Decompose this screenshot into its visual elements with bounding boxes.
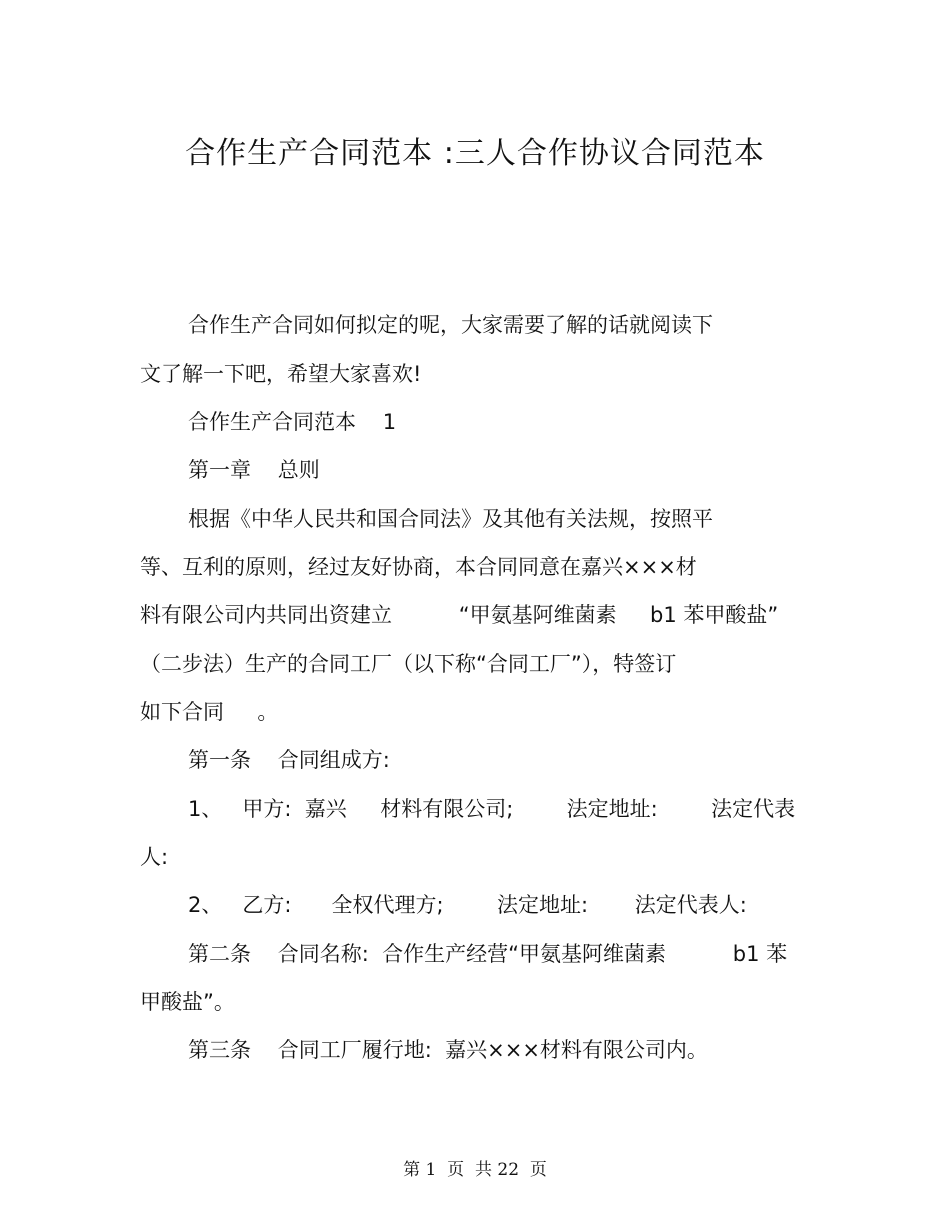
article-heading: 第三条 合同工厂履行地: 嘉兴×××材料有限公司内。 bbox=[188, 1038, 708, 1062]
paragraph-line: 料有限公司内共同出资建立 “甲氨基阿维菌素 b1 苯甲酸盐” bbox=[140, 603, 779, 627]
page-title: 合作生产合同范本 :三人合作协议合同范本 bbox=[185, 136, 765, 171]
paragraph-line: 如下合同 。 bbox=[140, 700, 279, 724]
paragraph-line: 根据《中华人民共和国合同法》及其他有关法规，按照平 bbox=[188, 507, 713, 531]
paragraph-line: 甲酸盐”。 bbox=[140, 990, 235, 1014]
list-item: 1、 甲方: 嘉兴 材料有限公司; 法定地址: 法定代表 bbox=[188, 797, 796, 821]
section-heading: 合作生产合同范本 1 bbox=[188, 410, 397, 434]
chapter-heading: 第一章 总则 bbox=[188, 458, 320, 482]
paragraph-line: 人: bbox=[140, 845, 169, 869]
paragraph-line: 文了解一下吧，希望大家喜欢! bbox=[140, 362, 422, 386]
article-heading: 第二条 合同名称: 合作生产经营“甲氨基阿维菌素 b1 苯 bbox=[188, 942, 788, 966]
paragraph-line: 等、互利的原则，经过友好协商，本合同同意在嘉兴×××材 bbox=[140, 555, 697, 579]
paragraph-line: 合作生产合同如何拟定的呢，大家需要了解的话就阅读下 bbox=[188, 313, 713, 337]
article-heading: 第一条 合同组成方: bbox=[188, 748, 390, 772]
paragraph-line: （二步法）生产的合同工厂（以下称“合同工厂”），特签订 bbox=[140, 652, 677, 676]
page-number-footer: 第 1 页 共 22 页 bbox=[403, 1160, 547, 1180]
list-item: 2、 乙方: 全权代理方; 法定地址: 法定代表人: bbox=[188, 893, 747, 917]
